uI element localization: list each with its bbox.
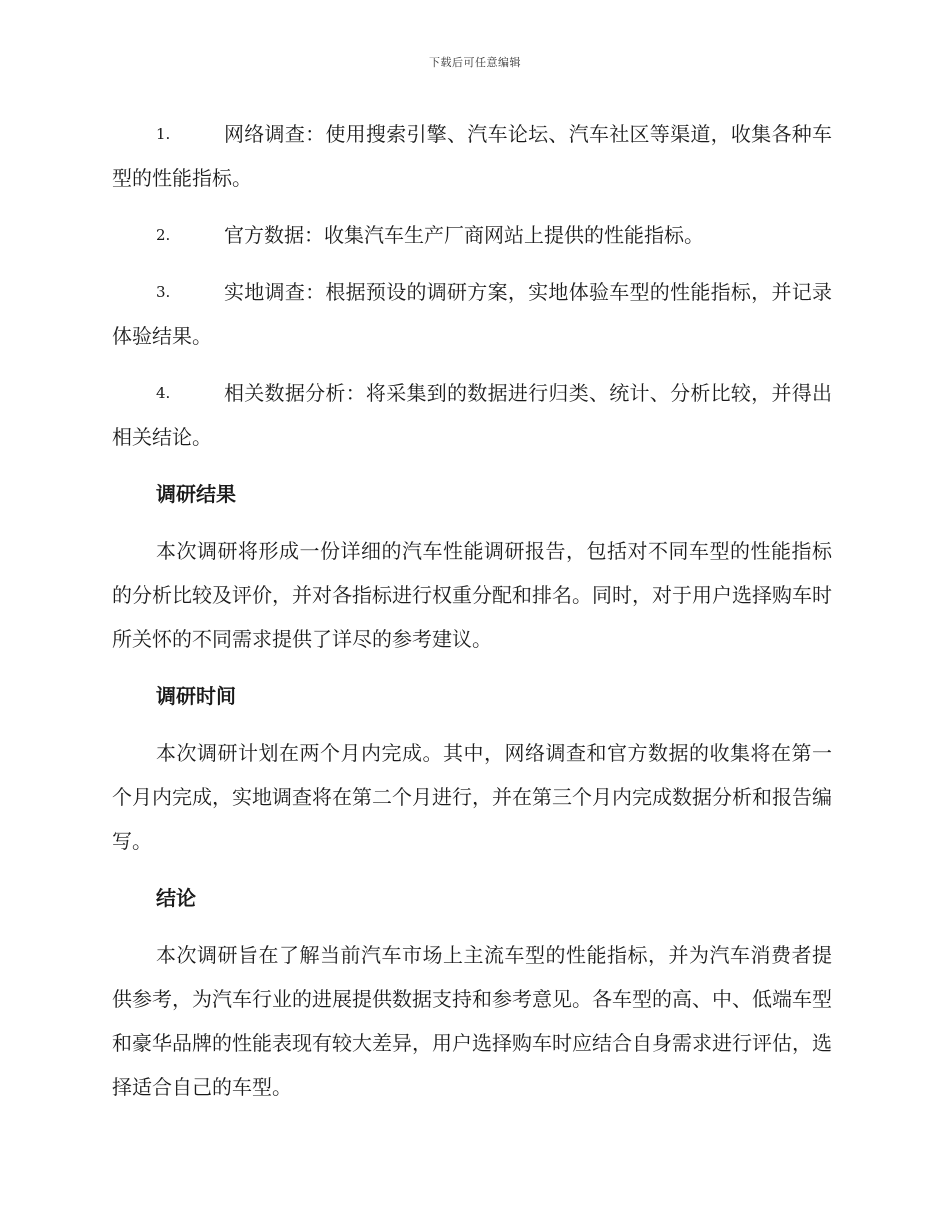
list-item-text: 网络调查：使用搜索引擎、汽车论坛、汽车社区等渠道，收集各种车型的性能指标。 <box>112 122 832 190</box>
section-heading-results: 调研结果 <box>156 482 236 506</box>
section-body-timeline: 本次调研计划在两个月内完成。其中，网络调查和官方数据的收集将在第一个月内完成，实地调查将在第二个月进行，并在第三个月内完成数据分析和报告编写。 <box>112 741 832 853</box>
list-item <box>112 371 832 459</box>
list-item-number: 3. <box>156 283 171 301</box>
document-body <box>112 112 832 1122</box>
list-item-text: 官方数据：收集汽车生产厂商网站上提供的性能指标。 <box>224 223 704 247</box>
section-body-results: 本次调研将形成一份详细的汽车性能调研报告，包括对不同车型的性能指标的分析比较及评价，并对各指标进行权重分配和排名。同时，对于用户选择购车时所关怀的不同需求提供了详尽的参考建议。 <box>112 539 832 651</box>
list-item <box>112 270 832 358</box>
list-item <box>112 213 832 257</box>
section-heading-conclusion: 结论 <box>156 886 196 910</box>
section-body-conclusion: 本次调研旨在了解当前汽车市场上主流车型的性能指标，并为汽车消费者提供参考，为汽车行业的进展提供数据支持和参考意见。各车型的高、中、低端车型和豪华品牌的性能表现有较大差异，用户选择购车时应结合自身需求进行评估，选择适合自己的车型。 <box>112 943 832 1099</box>
list-item-text: 相关数据分析：将采集到的数据进行归类、统计、分析比较，并得出相关结论。 <box>112 381 832 449</box>
section-heading-timeline: 调研时间 <box>156 684 236 708</box>
list-item-number: 2. <box>156 226 171 244</box>
list-item-number: 1. <box>156 125 171 143</box>
list-item-text: 实地调查：根据预设的调研方案，实地体验车型的性能指标，并记录体验结果。 <box>112 280 832 348</box>
list-item-number: 4. <box>156 384 171 402</box>
list-item <box>112 112 832 200</box>
page-header: 下载后可任意编辑 <box>429 56 521 69</box>
